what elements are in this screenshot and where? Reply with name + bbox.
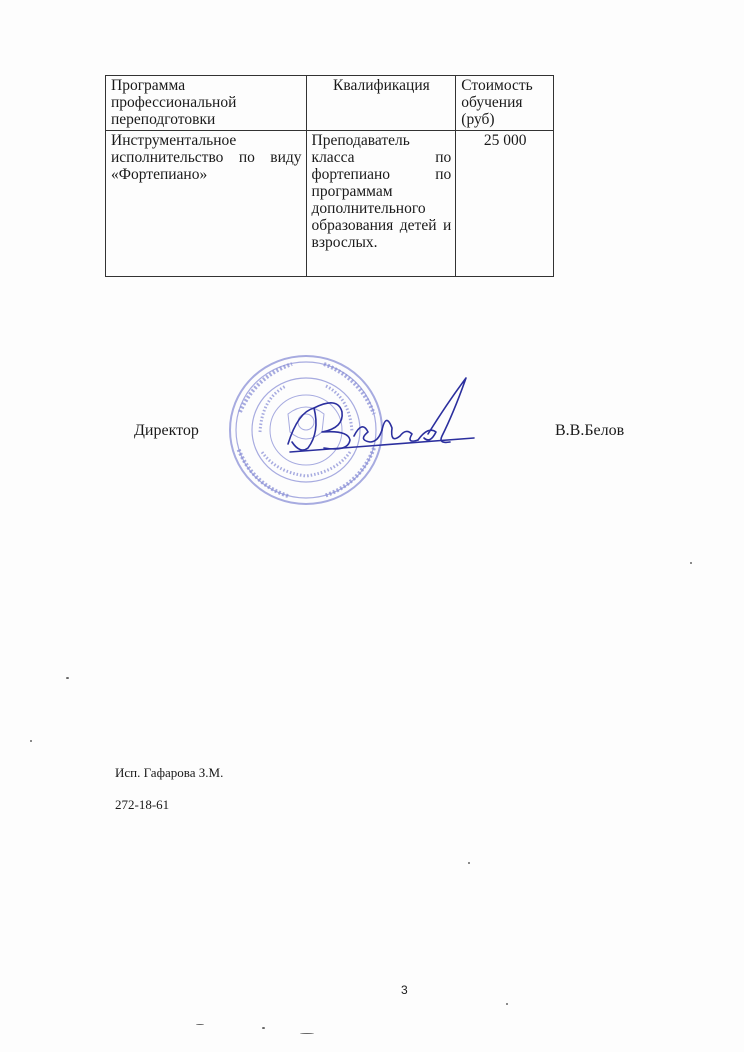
table-header-row [106,76,554,131]
cell-cost: 25 000 [456,131,554,277]
page-number: 3 [401,983,408,997]
scan-speck [196,1024,204,1025]
scan-speck [262,1027,265,1029]
director-signature [278,372,478,462]
programs-table [105,75,554,277]
cell-program: Инструментальное исполнительство по виду «Фортепиано» [106,131,307,277]
header-cost: Стоимость обучения (руб) [456,76,554,131]
header-program: Программа профессиональной переподготовки [106,76,307,131]
scan-speck [30,740,32,742]
scan-speck [690,562,692,564]
header-qualification: Квалификация [306,76,456,131]
table-row [106,131,554,277]
executor-name: Исп. Гафарова З.М. [115,765,224,780]
director-name: В.В.Белов [555,422,625,439]
scan-speck [300,1033,314,1034]
scan-speck [468,862,470,864]
director-label: Директор [134,422,199,439]
scan-speck [506,1003,508,1005]
scan-speck [66,677,69,679]
cell-qualification: Преподаватель класса по фортепиано по программам дополнительного образования детей и взрослых. [306,131,456,277]
executor-phone: 272-18-61 [115,797,170,812]
